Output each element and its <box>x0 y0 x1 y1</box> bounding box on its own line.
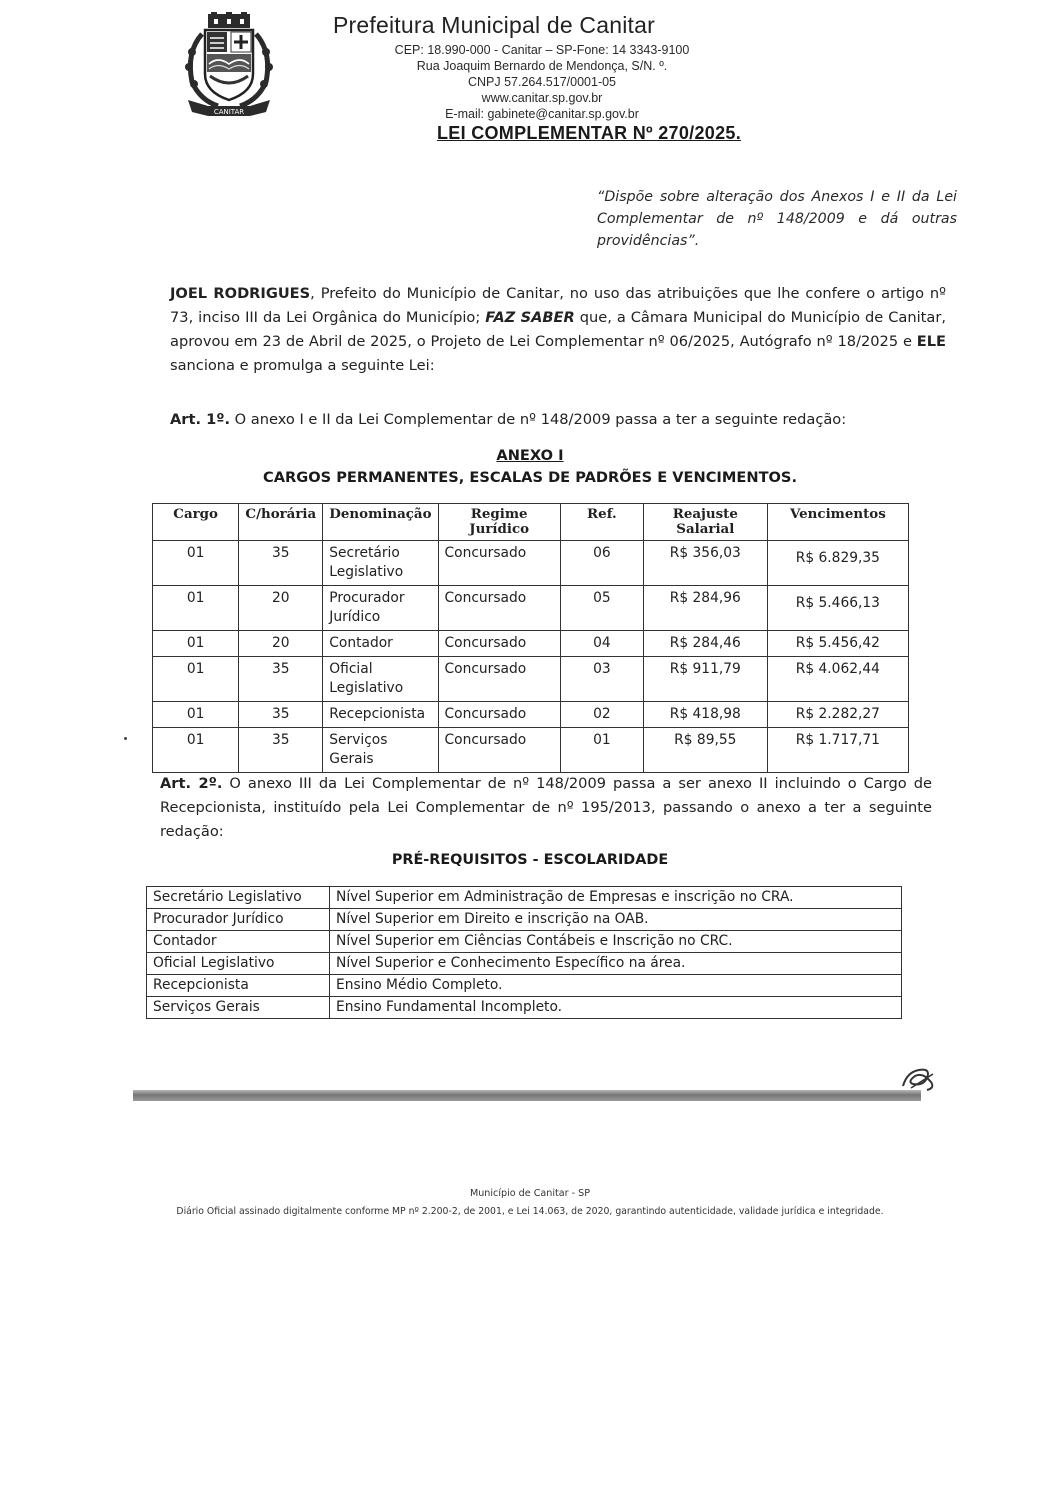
cell-denominacao: Oficial Legislativo <box>323 657 438 702</box>
table-row <box>147 953 902 975</box>
article-1-label: Art. 1º. <box>170 411 231 428</box>
cell-carga-horaria: 20 <box>239 586 323 631</box>
prereq-table <box>146 886 902 1019</box>
prereq-title: PRÉ-REQUISITOS - ESCOLARIDADE <box>391 852 669 868</box>
cell-carga-horaria: 35 <box>239 541 323 586</box>
table-row <box>153 586 909 631</box>
cell-carga-horaria: 35 <box>239 728 323 773</box>
cell-denominacao: Contador <box>323 631 438 657</box>
cargos-table-header <box>153 504 909 541</box>
article-2 <box>160 772 932 844</box>
anexo-1-subtitle: CARGOS PERMANENTES, ESCALAS DE PADRÕES E VENCIMENTOS. <box>263 469 797 486</box>
cell-cargo-name: Contador <box>147 931 330 953</box>
table-row <box>147 887 902 909</box>
article-2-label: Art. 2º. <box>160 775 223 792</box>
article-2-text: O anexo III da Lei Complementar de nº 148/2009 passa a ser anexo II incluindo o Cargo de Recepcionista, instituído pela Lei Complementar de nº 195/2013, passando o anexo a ter a seguinte redação: <box>160 775 932 840</box>
preamble-text-3: sanciona e promulga a seguinte Lei: <box>170 357 435 374</box>
cell-carga-horaria: 35 <box>239 702 323 728</box>
cell-regime: Concursado <box>438 657 560 702</box>
cell-reajuste: R$ 356,03 <box>643 541 767 586</box>
cell-cargo-name: Procurador Jurídico <box>147 909 330 931</box>
cell-ref: 03 <box>560 657 643 702</box>
header-carga-horaria: C/horária <box>239 504 323 541</box>
cell-cargo: 01 <box>153 631 239 657</box>
table-row <box>153 541 909 586</box>
cell-vencimentos: R$ 2.282,27 <box>767 702 908 728</box>
faz-saber: FAZ SABER <box>485 309 575 326</box>
cell-regime: Concursado <box>438 586 560 631</box>
cell-cargo: 01 <box>153 657 239 702</box>
svg-text:CANITAR: CANITAR <box>213 108 245 116</box>
cell-reajuste: R$ 418,98 <box>643 702 767 728</box>
preamble-text-2: que, a Câmara Municipal do Município de Canitar, aprovou em 23 de Abril de 2025, o Projeto de Lei Complementar nº 06/2025, Autógrafo nº 18/2025 e <box>170 309 946 350</box>
cell-cargo: 01 <box>153 728 239 773</box>
table-row <box>147 975 902 997</box>
address-line: Rua Joaquim Bernardo de Mendonça, S/N. º. <box>416 59 668 73</box>
cell-reajuste: R$ 284,46 <box>643 631 767 657</box>
cell-ref: 02 <box>560 702 643 728</box>
cell-requirement: Nível Superior em Ciências Contábeis e Inscrição no CRC. <box>330 931 902 953</box>
header-cargo: Cargo <box>153 504 239 541</box>
footer-digital-signature-note: Diário Oficial assinado digitalmente conforme MP nº 2.200-2, de 2001, e Lei 14.063, de 2020, garantindo autenticidade, validade jurídica e integridade. <box>176 1206 884 1217</box>
cell-requirement: Ensino Fundamental Incompleto. <box>330 997 902 1019</box>
cell-ref: 04 <box>560 631 643 657</box>
cell-cargo-name: Secretário Legislativo <box>147 887 330 909</box>
header-denominacao: Denominação <box>323 504 438 541</box>
municipality-title: Prefeitura Municipal de Canitar <box>333 12 655 38</box>
mayor-name: JOEL RODRIGUES <box>170 285 311 302</box>
scan-speck <box>124 737 127 740</box>
cell-requirement: Nível Superior em Administração de Empresas e inscrição no CRA. <box>330 887 902 909</box>
table-row <box>147 931 902 953</box>
table-row <box>153 631 909 657</box>
cell-vencimentos: R$ 5.456,42 <box>767 631 908 657</box>
cell-requirement: Ensino Médio Completo. <box>330 975 902 997</box>
website-line: www.canitar.sp.gov.br <box>481 91 603 105</box>
cell-reajuste: R$ 89,55 <box>643 728 767 773</box>
cell-reajuste: R$ 284,96 <box>643 586 767 631</box>
cell-regime: Concursado <box>438 631 560 657</box>
cell-requirement: Nível Superior em Direito e inscrição na OAB. <box>330 909 902 931</box>
cell-cargo: 01 <box>153 541 239 586</box>
cell-cargo: 01 <box>153 586 239 631</box>
cell-carga-horaria: 20 <box>239 631 323 657</box>
table-row <box>147 997 902 1019</box>
cell-requirement: Nível Superior e Conhecimento Específico na área. <box>330 953 902 975</box>
cnpj-line: CNPJ 57.264.517/0001-05 <box>467 75 617 89</box>
preamble-paragraph <box>170 282 946 378</box>
cell-cargo-name: Oficial Legislativo <box>147 953 330 975</box>
ementa: “Dispõe sobre alteração dos Anexos I e II da Lei Complementar de nº 148/2009 e dá outras providências”. <box>597 189 957 249</box>
footer-divider-bar <box>133 1090 921 1101</box>
cell-cargo-name: Serviços Gerais <box>147 997 330 1019</box>
cell-denominacao: Procurador Jurídico <box>323 586 438 631</box>
cell-cargo-name: Recepcionista <box>147 975 330 997</box>
article-1-text: O anexo I e II da Lei Complementar de nº 148/2009 passa a ter a seguinte redação: <box>230 411 847 428</box>
cell-regime: Concursado <box>438 702 560 728</box>
preamble-text-1: , Prefeito do Município de Canitar, no uso das atribuições que lhe confere o artigo nº 73, inciso III da Lei Orgânica do Município; <box>170 285 947 326</box>
cell-vencimentos: R$ 6.829,35 <box>767 541 908 586</box>
cell-regime: Concursado <box>438 728 560 773</box>
header-vencimentos: Vencimentos <box>767 504 908 541</box>
cell-cargo: 01 <box>153 702 239 728</box>
cell-ref: 01 <box>560 728 643 773</box>
table-row <box>153 702 909 728</box>
email-line: E-mail: gabinete@canitar.sp.gov.br <box>445 107 639 121</box>
footer-municipality: Município de Canitar - SP <box>469 1188 591 1199</box>
table-row <box>147 909 902 931</box>
cell-denominacao: Recepcionista <box>323 702 438 728</box>
header-reajuste-salarial: Reajuste Salarial <box>643 504 767 541</box>
table-row <box>153 657 909 702</box>
cell-vencimentos: R$ 1.717,71 <box>767 728 908 773</box>
cell-ref: 05 <box>560 586 643 631</box>
ele-label: ELE <box>916 333 946 350</box>
cell-reajuste: R$ 911,79 <box>643 657 767 702</box>
anexo-1-title: ANEXO I <box>496 447 564 464</box>
header-ref: Ref. <box>560 504 643 541</box>
cell-carga-horaria: 35 <box>239 657 323 702</box>
cell-denominacao: Serviços Gerais <box>323 728 438 773</box>
cell-denominacao: Secretário Legislativo <box>323 541 438 586</box>
header-regime-juridico: Regime Jurídico <box>438 504 560 541</box>
article-1 <box>170 408 946 432</box>
cep-phone-line: CEP: 18.990-000 - Canitar – SP-Fone: 14 3343-9100 <box>394 43 690 57</box>
municipal-crest-icon <box>178 12 280 118</box>
cell-ref: 06 <box>560 541 643 586</box>
cell-vencimentos: R$ 5.466,13 <box>767 586 908 631</box>
cell-vencimentos: R$ 4.062,44 <box>767 657 908 702</box>
table-row <box>153 728 909 773</box>
cell-regime: Concursado <box>438 541 560 586</box>
cargos-table <box>152 503 909 773</box>
law-title: LEI COMPLEMENTAR Nº 270/2025. <box>437 123 742 143</box>
